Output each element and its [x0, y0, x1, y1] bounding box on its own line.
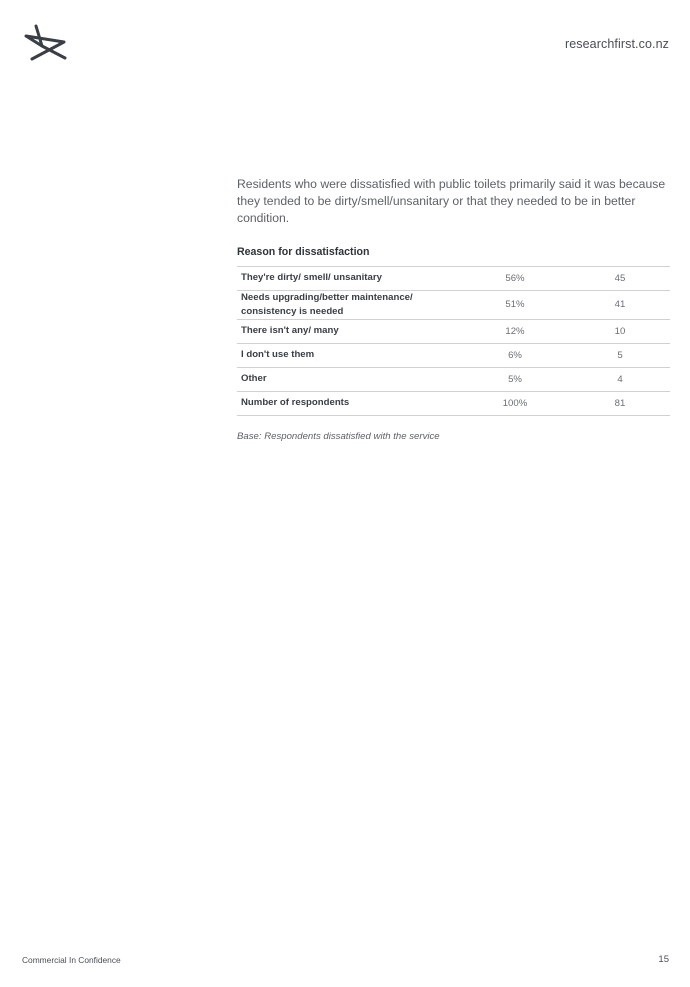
row-count: 4: [570, 367, 670, 391]
intro-paragraph: Residents who were dissatisfied with public toilets primarily said it was because they tended to be dirty/smell/unsanitary or that they needed to be in better condition.: [237, 177, 666, 226]
row-percent: 12%: [460, 319, 570, 343]
table-row: [237, 367, 670, 391]
row-percent: 6%: [460, 343, 570, 367]
site-url[interactable]: researchfirst.co.nz: [564, 37, 669, 51]
row-percent: 5%: [460, 367, 570, 391]
row-percent: 56%: [460, 266, 570, 290]
row-label: There isn't any/ many: [237, 319, 460, 343]
row-label: They're dirty/ smell/ unsanitary: [237, 266, 460, 290]
table-title: Reason for dissatisfaction: [237, 245, 370, 258]
row-label: I don't use them: [237, 343, 460, 367]
row-count: 5: [570, 343, 670, 367]
page-number: 15: [658, 954, 669, 965]
row-count: 41: [570, 290, 670, 319]
row-count: 10: [570, 319, 670, 343]
research-first-logo-icon: [22, 24, 68, 62]
row-label: Other: [237, 367, 460, 391]
table-row: [237, 266, 670, 290]
table-row: [237, 319, 670, 343]
reasons-table: [237, 266, 670, 416]
table-total-row: [237, 391, 670, 415]
row-label: Needs upgrading/better maintenance/ consistency is needed: [237, 290, 460, 319]
row-count: 45: [570, 266, 670, 290]
row-percent: 51%: [460, 290, 570, 319]
table-row: [237, 290, 670, 319]
table-row: [237, 343, 670, 367]
row-count: 81: [570, 391, 670, 415]
footer-confidentiality: Commercial In Confidence: [22, 955, 121, 965]
base-note: Base: Respondents dissatisfied with the service: [237, 430, 440, 442]
main-content: [237, 176, 670, 442]
row-label: Number of respondents: [237, 391, 460, 415]
row-percent: 100%: [460, 391, 570, 415]
